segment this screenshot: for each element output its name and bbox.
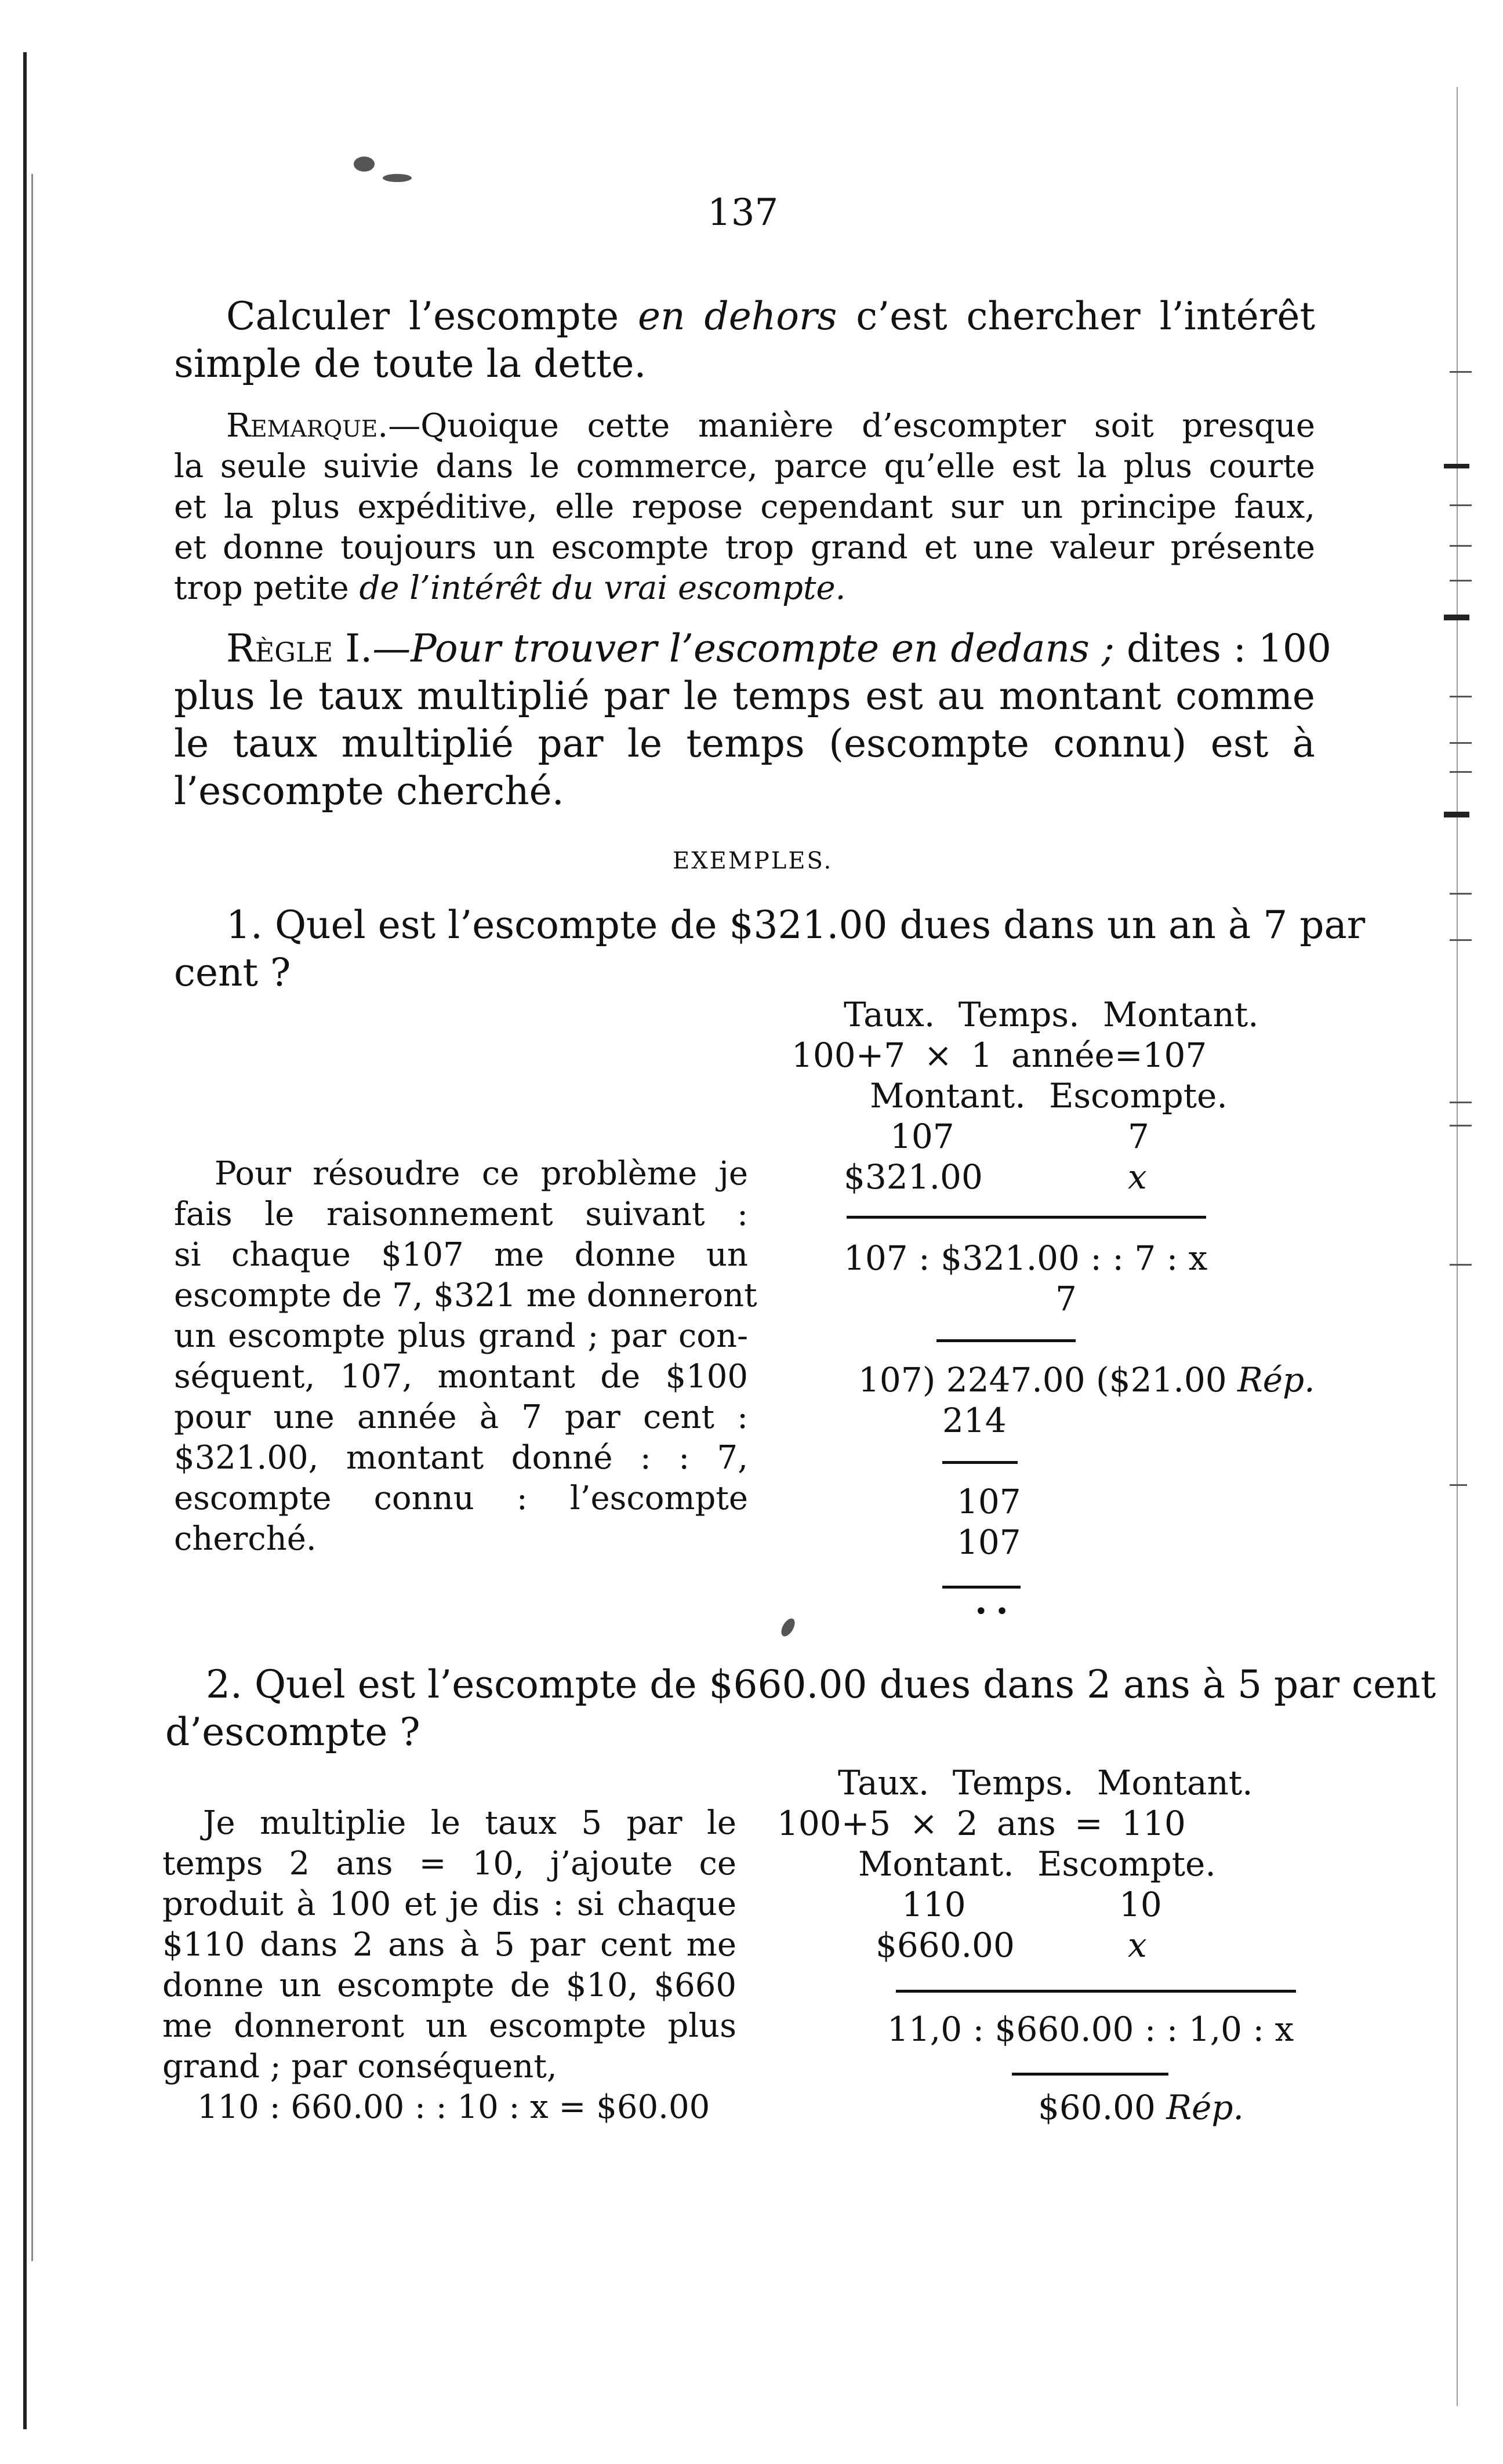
calc-rule [847, 1216, 1206, 1219]
calc-cell: 7 [1055, 1279, 1077, 1318]
example2-question [165, 1661, 1436, 1756]
calc-cell: 107 [957, 1522, 1021, 1562]
explanation-line: fais le raisonnement suivant : [174, 1195, 748, 1233]
calc-cell: 214 [942, 1401, 1007, 1440]
calc-rule [942, 1461, 1018, 1464]
example2-explanation [162, 1803, 736, 2128]
calc-cell: 10 [1119, 1885, 1162, 1924]
calc-rule [1012, 2073, 1168, 2076]
calc-header: Montant. Escompte. [858, 1844, 1216, 1884]
explanation-line: si chaque $107 me donne un [174, 1236, 748, 1274]
calc-rule [936, 1339, 1076, 1342]
remarque-line: la seule suivie dans le commerce, parce qu’elle est la plus courte [174, 448, 1315, 485]
calc-division: 107) 2247.00 ($21.00 Rép. [858, 1360, 1315, 1400]
calc-header: Taux. Temps. Montant. [838, 1763, 1253, 1802]
explanation-line: produit à 100 et je dis : si chaque [162, 1885, 736, 1923]
calc-dots: • • [974, 1598, 1009, 1625]
explanation-line: temps 2 ans = 10, j’ajoute ce [162, 1845, 736, 1882]
examples-heading: EXEMPLES. [673, 848, 833, 874]
remarque-line: trop petite de l’intérêt du vrai escompte. [174, 569, 846, 607]
explanation-line: escompte connu : l’escompte [174, 1480, 748, 1517]
rep-label: Rép. [1166, 2088, 1244, 2127]
question-line: d’escompte ? [165, 1710, 420, 1754]
explanation-line: grand ; par conséquent, [162, 2048, 557, 2085]
calc-rule [942, 1586, 1021, 1589]
left-binding-edge [23, 52, 27, 2429]
calc-result: $60.00 Rép. [1038, 2088, 1244, 2127]
calc-cell: $660.00 [876, 1925, 1015, 1965]
remarque-paragraph [174, 406, 1315, 609]
calc-proportion: 107 : $321.00 : : 7 : x [844, 1238, 1208, 1278]
remarque-line: et donne toujours un escompte trop grand et une valeur présente [174, 529, 1315, 566]
explanation-line: escompte de 7, $321 me donneront [174, 1277, 757, 1314]
explanation-line: $110 dans 2 ans à 5 par cent me [162, 1926, 736, 1964]
explanation-line: pour une année à 7 par cent : [174, 1398, 748, 1436]
explanation-line: un escompte plus grand ; par con- [174, 1317, 748, 1355]
intro-line: Calculer l’escompte en dehors c’est chercher l’intérêt [226, 294, 1315, 339]
calc-row: 100+5 × 2 ans = 110 [777, 1804, 1186, 1843]
regle-line: le taux multiplié par le temps (escompte connu) est à [174, 721, 1315, 766]
calc-header: Montant. Escompte. [870, 1076, 1228, 1115]
explanation-line: Pour résoudre ce problème je [215, 1155, 748, 1193]
question-line: 1. Quel est l’escompte de $321.00 dues dans un an à 7 par [226, 903, 1366, 947]
explanation-line: 110 : 660.00 : : 10 : x = $60.00 [197, 2088, 710, 2126]
regle-line: plus le taux multiplié par le temps est au montant comme [174, 674, 1315, 718]
explanation-line: Je multiplie le taux 5 par le [203, 1804, 736, 1842]
explanation-line: $321.00, montant donné : : 7, [174, 1439, 748, 1477]
explanation-line: cherché. [174, 1520, 317, 1558]
ink-mark [383, 174, 412, 182]
regle-line: l’escompte cherché. [174, 769, 564, 813]
calc-rule [896, 1990, 1296, 1993]
calc-cell: $321.00 [844, 1157, 983, 1197]
calc-cell: 107 [890, 1117, 954, 1156]
right-edge-line [1457, 87, 1458, 2406]
regle-label: Règle I. [226, 626, 373, 671]
remarque-line: et la plus expéditive, elle repose cependant sur un principe faux, [174, 488, 1315, 526]
explanation-line: donne un escompte de $10, $660 [162, 1967, 736, 2004]
question-line: cent ? [174, 950, 291, 995]
calc-row: 100+7 × 1 année=107 [792, 1035, 1207, 1075]
calc-header: Taux. Temps. Montant. [844, 995, 1259, 1034]
left-binding-shadow [31, 174, 33, 2261]
calc-cell: 110 [902, 1885, 966, 1924]
calc-cell: 107 [957, 1482, 1021, 1521]
example1-question [174, 902, 1366, 997]
intro-paragraph [174, 293, 1315, 388]
intro-line: simple de toute la dette. [174, 341, 647, 386]
calc-cell: x [1128, 1925, 1147, 1965]
ink-mark [779, 1616, 798, 1638]
explanation-line: me donneront un escompte plus [162, 2007, 736, 2045]
rep-label: Rép. [1237, 1360, 1315, 1400]
example1-explanation [174, 1154, 757, 1560]
calc-cell: 7 [1128, 1117, 1149, 1156]
calc-proportion: 11,0 : $660.00 : : 1,0 : x [887, 2009, 1294, 2049]
explanation-line: séquent, 107, montant de $100 [174, 1358, 748, 1395]
page-number: 137 [707, 191, 779, 234]
regle-paragraph [174, 625, 1332, 815]
remarque-line: Remarque.—Quoique cette manière d’escompter soit presque [226, 407, 1315, 445]
calc-cell: x [1128, 1157, 1147, 1197]
question-line: 2. Quel est l’escompte de $660.00 dues dans 2 ans à 5 par cent [206, 1662, 1436, 1707]
regle-line: Règle I.—Pour trouver l’escompte en dedans ; dites : 100 [226, 626, 1332, 671]
ink-mark [354, 157, 375, 172]
remarque-label: Remarque. [226, 407, 389, 445]
